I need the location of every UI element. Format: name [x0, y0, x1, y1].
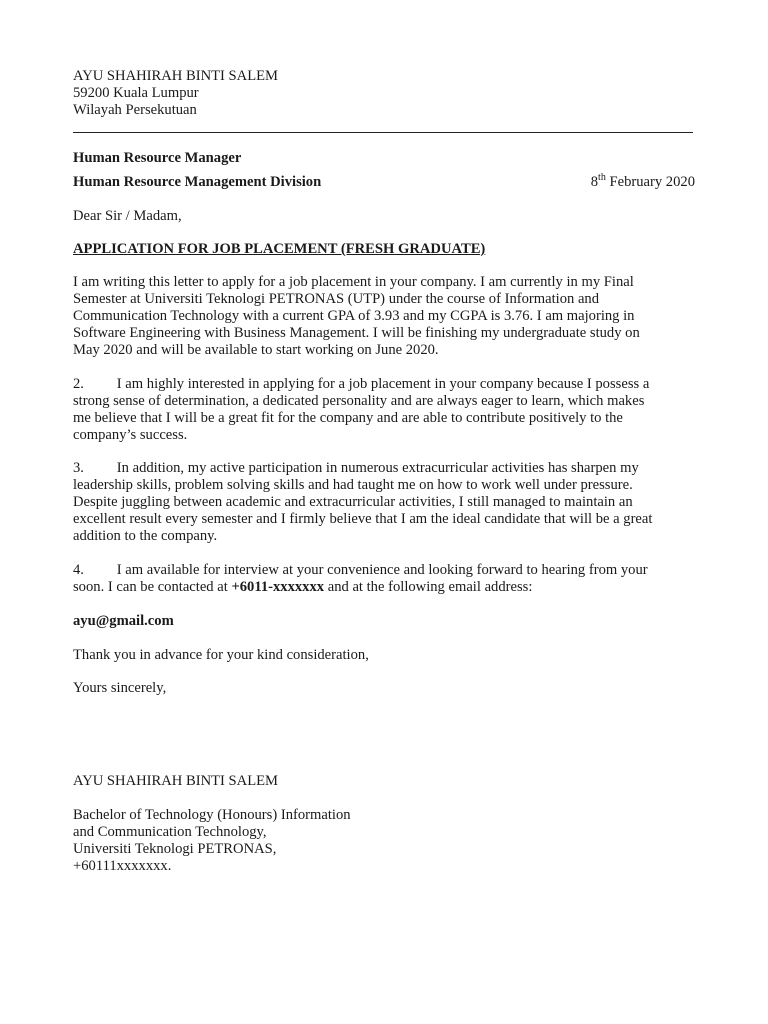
- paragraph-line: 4. I am available for interview at your convenience and looking forward to hearing from your: [73, 562, 648, 578]
- paragraph-line: company’s success.: [73, 427, 188, 443]
- header-divider: [73, 132, 693, 133]
- signature-line: and Communication Technology,: [73, 824, 267, 840]
- contact-email: ayu@gmail.com: [73, 613, 174, 629]
- paragraph-1: [73, 274, 698, 359]
- paragraph-line: leadership skills, problem solving skills and had taught me on how to work well under pressure.: [73, 477, 633, 493]
- date-day: 8: [590, 174, 599, 190]
- paragraph-line: Software Engineering with Business Management. I will be finishing my undergraduate study on: [73, 325, 640, 341]
- signature-line: Universiti Teknologi PETRONAS,: [73, 841, 277, 857]
- salutation: Dear Sir / Madam,: [73, 208, 182, 224]
- subject-line: APPLICATION FOR JOB PLACEMENT (FRESH GRADUATE): [73, 241, 486, 257]
- contact-text-pre: soon. I can be contacted at: [73, 579, 232, 595]
- paragraph-line: excellent result every semester and I firmly believe that I am the ideal candidate that will be a great: [73, 511, 653, 527]
- recipient-division: Human Resource Management Division: [73, 174, 322, 190]
- paragraph-line: Communication Technology with a current GPA of 3.93 and my CGPA is 3.76. I am majoring in: [73, 308, 635, 324]
- signature-name: AYU SHAHIRAH BINTI SALEM: [73, 773, 278, 789]
- contact-phone: +6011-xxxxxxx: [231, 579, 325, 595]
- letter-date: [591, 174, 695, 191]
- paragraph-line: Semester at Universiti Teknologi PETRONAS (UTP) under the course of Information and: [73, 291, 600, 307]
- thanks-line: Thank you in advance for your kind consideration,: [73, 647, 369, 663]
- closing-line: Yours sincerely,: [73, 680, 167, 696]
- paragraph-4: [73, 562, 698, 596]
- contact-text-post: and at the following email address:: [324, 579, 533, 595]
- sender-name: AYU SHAHIRAH BINTI SALEM: [73, 68, 278, 84]
- signature-line: Bachelor of Technology (Honours) Information: [73, 807, 351, 823]
- paragraph-line: addition to the company.: [73, 528, 218, 544]
- paragraph-line: Despite juggling between academic and extracurricular activities, I still managed to maintain an: [73, 494, 633, 510]
- paragraph-line: May 2020 and will be available to start working on June 2020.: [73, 342, 439, 358]
- paragraph-3: [73, 460, 698, 545]
- paragraph-line: I am writing this letter to apply for a job placement in your company. I am currently in my Final: [73, 274, 634, 290]
- date-suffix: th: [598, 172, 606, 184]
- date-rest: February 2020: [605, 174, 695, 190]
- paragraph-line: 2. I am highly interested in applying for a job placement in your company because I possess a: [73, 376, 650, 392]
- sender-address-line-2: Wilayah Persekutuan: [73, 102, 197, 118]
- sender-block: [73, 68, 698, 119]
- paragraph-line-contact: [73, 579, 698, 596]
- paragraph-line: me believe that I will be a great fit for the company and are able to contribute positively to the: [73, 410, 623, 426]
- signature-line: +60111xxxxxxx.: [73, 858, 172, 874]
- recipient-title: Human Resource Manager: [73, 150, 242, 166]
- paragraph-2: [73, 376, 698, 444]
- paragraph-line: strong sense of determination, a dedicated personality and are always eager to learn, which makes: [73, 393, 645, 409]
- sender-address-line-1: 59200 Kuala Lumpur: [73, 85, 199, 101]
- paragraph-line: 3. In addition, my active participation in numerous extracurricular activities has sharpen my: [73, 460, 639, 476]
- signature-details: [73, 807, 698, 875]
